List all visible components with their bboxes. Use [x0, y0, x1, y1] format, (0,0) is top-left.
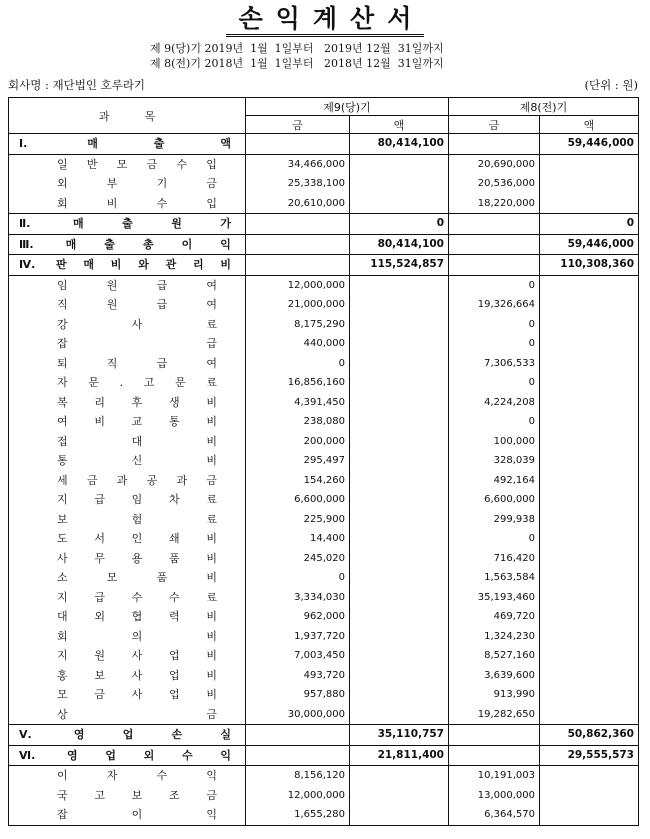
prior-detail-amount: 20,536,000 — [449, 174, 540, 194]
current-period-line: 제 9(당)기 2019년 1월 1일부터 2019년 12월 31일까지 — [150, 42, 444, 55]
current-total-amount — [350, 786, 449, 806]
current-total-amount — [350, 685, 449, 705]
prior-detail-amount: 18,220,000 — [449, 194, 540, 214]
current-total-amount — [350, 174, 449, 194]
section-label: Ⅵ. 영 업 외 수 익 — [13, 746, 241, 765]
line-item-label: 외 부 기 금 — [57, 177, 217, 191]
unit-label: (단위 : 원) — [584, 78, 638, 92]
prior-detail-amount: 0 — [449, 334, 540, 354]
line-item-row — [9, 607, 639, 627]
prior-detail-amount: 328,039 — [449, 451, 540, 471]
current-total-amount — [350, 451, 449, 471]
prior-total-amount — [540, 529, 639, 549]
document-title: 손익계산서 — [0, 4, 650, 37]
current-detail-amount: 493,720 — [246, 666, 350, 686]
line-item-row — [9, 432, 639, 452]
prior-detail-amount: 20,690,000 — [449, 154, 540, 174]
current-detail-amount: 957,880 — [246, 685, 350, 705]
line-item-row — [9, 354, 639, 374]
prior-total-amount — [540, 354, 639, 374]
roman-numeral: Ⅴ. — [19, 728, 32, 742]
current-detail-amount: 0 — [246, 568, 350, 588]
prior-total-amount — [540, 510, 639, 530]
current-detail-amount: 200,000 — [246, 432, 350, 452]
prior-total-amount: 59,446,000 — [540, 234, 639, 255]
line-item-row — [9, 275, 639, 295]
prior-total-amount — [540, 588, 639, 608]
current-detail-amount — [246, 745, 350, 766]
current-detail-amount: 12,000,000 — [246, 786, 350, 806]
roman-numeral: Ⅵ. — [19, 748, 36, 762]
line-item-row — [9, 373, 639, 393]
current-total-amount — [350, 607, 449, 627]
line-item-label: 상 금 — [57, 707, 217, 721]
section-row — [9, 255, 639, 276]
current-detail-amount: 1,655,280 — [246, 805, 350, 825]
line-item-row — [9, 334, 639, 354]
line-item-label: 잡 급 — [57, 337, 217, 351]
prior-total-amount — [540, 315, 639, 335]
line-item-label: 이 자 수 익 — [57, 769, 217, 783]
prior-total-amount: 59,446,000 — [540, 134, 639, 155]
line-item-label: 지 급 수 수 료 — [57, 590, 217, 604]
prior-period-header: 제8(전)기 — [449, 98, 639, 116]
prior-total-amount — [540, 685, 639, 705]
prior-detail-amount: 100,000 — [449, 432, 540, 452]
prior-total-amount: 0 — [540, 214, 639, 235]
section-row — [9, 725, 639, 746]
current-total-amount — [350, 334, 449, 354]
current-detail-amount: 21,000,000 — [246, 295, 350, 315]
prior-detail-amount: 0 — [449, 412, 540, 432]
section-row — [9, 214, 639, 235]
prior-total-amount — [540, 334, 639, 354]
line-item-label: 도 서 인 쇄 비 — [57, 532, 217, 546]
current-detail-amount: 295,497 — [246, 451, 350, 471]
prior-detail-amount: 19,326,664 — [449, 295, 540, 315]
prior-detail-amount: 299,938 — [449, 510, 540, 530]
line-item-label: 퇴 직 급 여 — [57, 356, 217, 370]
line-item-row — [9, 549, 639, 569]
current-amount-subheader-a: 금 — [246, 116, 350, 134]
prior-total-amount — [540, 432, 639, 452]
prior-detail-amount — [449, 255, 540, 276]
line-item-label: 회 비 수 입 — [57, 196, 217, 210]
line-item-row — [9, 646, 639, 666]
line-item-row — [9, 766, 639, 786]
line-item-row — [9, 315, 639, 335]
current-period-header: 제9(당)기 — [246, 98, 449, 116]
current-total-amount: 80,414,100 — [350, 234, 449, 255]
current-detail-amount: 12,000,000 — [246, 275, 350, 295]
prior-detail-amount: 913,990 — [449, 685, 540, 705]
current-detail-amount: 25,338,100 — [246, 174, 350, 194]
prior-detail-amount — [449, 745, 540, 766]
current-total-amount — [350, 705, 449, 725]
company-name: 회사명 : 재단법인 호루라기 — [8, 78, 146, 92]
section-row — [9, 745, 639, 766]
prior-total-amount — [540, 412, 639, 432]
line-item-row — [9, 685, 639, 705]
current-detail-amount — [246, 214, 350, 235]
prior-total-amount — [540, 154, 639, 174]
current-detail-amount — [246, 725, 350, 746]
line-item-label: 회 의 비 — [57, 629, 217, 643]
current-detail-amount — [246, 234, 350, 255]
current-total-amount — [350, 510, 449, 530]
prior-amount-subheader-a: 금 — [449, 116, 540, 134]
prior-total-amount — [540, 295, 639, 315]
prior-total-amount — [540, 194, 639, 214]
current-detail-amount: 7,003,450 — [246, 646, 350, 666]
account-header: 과 목 — [9, 98, 246, 134]
current-detail-amount: 3,334,030 — [246, 588, 350, 608]
current-total-amount — [350, 315, 449, 335]
current-total-amount — [350, 412, 449, 432]
current-detail-amount: 962,000 — [246, 607, 350, 627]
section-label: Ⅲ. 매 출 총 이 익 — [13, 235, 241, 254]
prior-detail-amount: 3,639,600 — [449, 666, 540, 686]
prior-total-amount — [540, 549, 639, 569]
current-total-amount — [350, 666, 449, 686]
current-total-amount — [350, 432, 449, 452]
line-item-row — [9, 805, 639, 825]
prior-detail-amount: 6,364,570 — [449, 805, 540, 825]
current-detail-amount: 6,600,000 — [246, 490, 350, 510]
current-detail-amount — [246, 134, 350, 155]
current-total-amount — [350, 295, 449, 315]
line-item-row — [9, 451, 639, 471]
line-item-label: 접 대 비 — [57, 434, 217, 448]
line-item-row — [9, 666, 639, 686]
current-detail-amount: 154,260 — [246, 471, 350, 491]
prior-detail-amount: 1,563,584 — [449, 568, 540, 588]
current-detail-amount: 16,856,160 — [246, 373, 350, 393]
line-item-row — [9, 588, 639, 608]
current-detail-amount — [246, 255, 350, 276]
current-total-amount: 35,110,757 — [350, 725, 449, 746]
prior-detail-amount: 0 — [449, 315, 540, 335]
line-item-row — [9, 568, 639, 588]
current-total-amount — [350, 549, 449, 569]
line-item-label: 임 원 급 여 — [57, 278, 217, 292]
current-detail-amount: 4,391,450 — [246, 393, 350, 413]
line-item-row — [9, 194, 639, 214]
prior-detail-amount: 19,282,650 — [449, 705, 540, 725]
section-label: Ⅴ. 영 업 손 실 — [13, 725, 241, 744]
prior-detail-amount: 8,527,160 — [449, 646, 540, 666]
prior-total-amount: 50,862,360 — [540, 725, 639, 746]
prior-detail-amount: 0 — [449, 275, 540, 295]
prior-detail-amount — [449, 134, 540, 155]
current-amount-subheader-b: 액 — [350, 116, 449, 134]
line-item-row — [9, 529, 639, 549]
current-detail-amount: 8,175,290 — [246, 315, 350, 335]
line-item-label: 자 문 . 고 문 료 — [57, 376, 217, 390]
line-item-row — [9, 295, 639, 315]
line-item-label: 지 급 임 차 료 — [57, 493, 217, 507]
prior-total-amount: 110,308,360 — [540, 255, 639, 276]
prior-total-amount — [540, 766, 639, 786]
line-item-label: 홍 보 사 업 비 — [57, 668, 217, 682]
roman-numeral: Ⅳ. — [19, 258, 36, 272]
prior-total-amount — [540, 646, 639, 666]
prior-total-amount — [540, 471, 639, 491]
prior-detail-amount: 10,191,003 — [449, 766, 540, 786]
current-detail-amount: 0 — [246, 354, 350, 374]
prior-total-amount — [540, 805, 639, 825]
section-label: Ⅱ. 매 출 원 가 — [13, 214, 241, 233]
roman-numeral: Ⅲ. — [19, 237, 34, 251]
prior-detail-amount: 6,600,000 — [449, 490, 540, 510]
current-total-amount: 80,414,100 — [350, 134, 449, 155]
line-item-label: 지 원 사 업 비 — [57, 649, 217, 663]
current-total-amount — [350, 805, 449, 825]
prior-amount-subheader-b: 액 — [540, 116, 639, 134]
line-item-label: 보 험 료 — [57, 512, 217, 526]
prior-period-line: 제 8(전)기 2018년 1월 1일부터 2018년 12월 31일까지 — [150, 57, 444, 70]
line-item-label: 대 외 협 력 비 — [57, 610, 217, 624]
line-item-row — [9, 174, 639, 194]
prior-total-amount — [540, 627, 639, 647]
prior-total-amount: 29,555,573 — [540, 745, 639, 766]
line-item-label: 세 금 과 공 과 금 — [57, 473, 217, 487]
current-total-amount — [350, 154, 449, 174]
current-total-amount: 21,811,400 — [350, 745, 449, 766]
current-total-amount — [350, 275, 449, 295]
current-detail-amount: 8,156,120 — [246, 766, 350, 786]
prior-total-amount — [540, 705, 639, 725]
line-item-row — [9, 705, 639, 725]
roman-numeral: Ⅰ. — [19, 137, 28, 151]
current-detail-amount: 34,466,000 — [246, 154, 350, 174]
prior-total-amount — [540, 786, 639, 806]
current-total-amount — [350, 373, 449, 393]
prior-detail-amount — [449, 725, 540, 746]
income-statement-table — [8, 97, 639, 826]
prior-detail-amount: 7,306,533 — [449, 354, 540, 374]
current-total-amount — [350, 627, 449, 647]
current-detail-amount: 225,900 — [246, 510, 350, 530]
line-item-row — [9, 412, 639, 432]
prior-total-amount — [540, 568, 639, 588]
prior-detail-amount: 35,193,460 — [449, 588, 540, 608]
line-item-label: 사 무 용 품 비 — [57, 551, 217, 565]
current-total-amount — [350, 354, 449, 374]
line-item-row — [9, 490, 639, 510]
line-item-label: 모 금 사 업 비 — [57, 688, 217, 702]
prior-total-amount — [540, 451, 639, 471]
roman-numeral: Ⅱ. — [19, 217, 31, 231]
prior-detail-amount — [449, 214, 540, 235]
current-detail-amount: 238,080 — [246, 412, 350, 432]
current-total-amount — [350, 194, 449, 214]
prior-detail-amount: 0 — [449, 529, 540, 549]
prior-total-amount — [540, 393, 639, 413]
current-total-amount — [350, 393, 449, 413]
current-total-amount — [350, 529, 449, 549]
current-total-amount — [350, 588, 449, 608]
prior-detail-amount — [449, 234, 540, 255]
line-item-label: 여 비 교 통 비 — [57, 415, 217, 429]
prior-detail-amount: 492,164 — [449, 471, 540, 491]
line-item-row — [9, 471, 639, 491]
current-detail-amount: 14,400 — [246, 529, 350, 549]
line-item-label: 국 고 보 조 금 — [57, 788, 217, 802]
prior-total-amount — [540, 607, 639, 627]
line-item-row — [9, 393, 639, 413]
line-item-label: 복 리 후 생 비 — [57, 395, 217, 409]
current-total-amount — [350, 766, 449, 786]
line-item-label: 일 반 모 금 수 입 — [57, 157, 217, 171]
prior-total-amount — [540, 490, 639, 510]
section-row — [9, 134, 639, 155]
current-total-amount — [350, 568, 449, 588]
section-label: Ⅰ. 매 출 액 — [13, 134, 241, 153]
current-total-amount — [350, 471, 449, 491]
prior-total-amount — [540, 373, 639, 393]
section-label: Ⅳ. 판 매 비 와 관 리 비 — [13, 255, 241, 274]
line-item-row — [9, 510, 639, 530]
current-detail-amount: 440,000 — [246, 334, 350, 354]
line-item-row — [9, 627, 639, 647]
current-total-amount: 0 — [350, 214, 449, 235]
line-item-row — [9, 786, 639, 806]
line-item-row — [9, 154, 639, 174]
line-item-label: 소 모 품 비 — [57, 571, 217, 585]
line-item-label: 통 신 비 — [57, 454, 217, 468]
prior-detail-amount: 469,720 — [449, 607, 540, 627]
section-row — [9, 234, 639, 255]
current-total-amount — [350, 490, 449, 510]
current-detail-amount: 245,020 — [246, 549, 350, 569]
prior-total-amount — [540, 174, 639, 194]
prior-detail-amount: 4,224,208 — [449, 393, 540, 413]
prior-total-amount — [540, 275, 639, 295]
prior-total-amount — [540, 666, 639, 686]
current-detail-amount: 20,610,000 — [246, 194, 350, 214]
prior-detail-amount: 0 — [449, 373, 540, 393]
line-item-label: 강 사 료 — [57, 317, 217, 331]
current-detail-amount: 1,937,720 — [246, 627, 350, 647]
line-item-label: 직 원 급 여 — [57, 298, 217, 312]
prior-detail-amount: 13,000,000 — [449, 786, 540, 806]
line-item-label: 잡 이 익 — [57, 808, 217, 822]
current-total-amount — [350, 646, 449, 666]
prior-detail-amount: 716,420 — [449, 549, 540, 569]
current-detail-amount: 30,000,000 — [246, 705, 350, 725]
current-total-amount: 115,524,857 — [350, 255, 449, 276]
prior-detail-amount: 1,324,230 — [449, 627, 540, 647]
